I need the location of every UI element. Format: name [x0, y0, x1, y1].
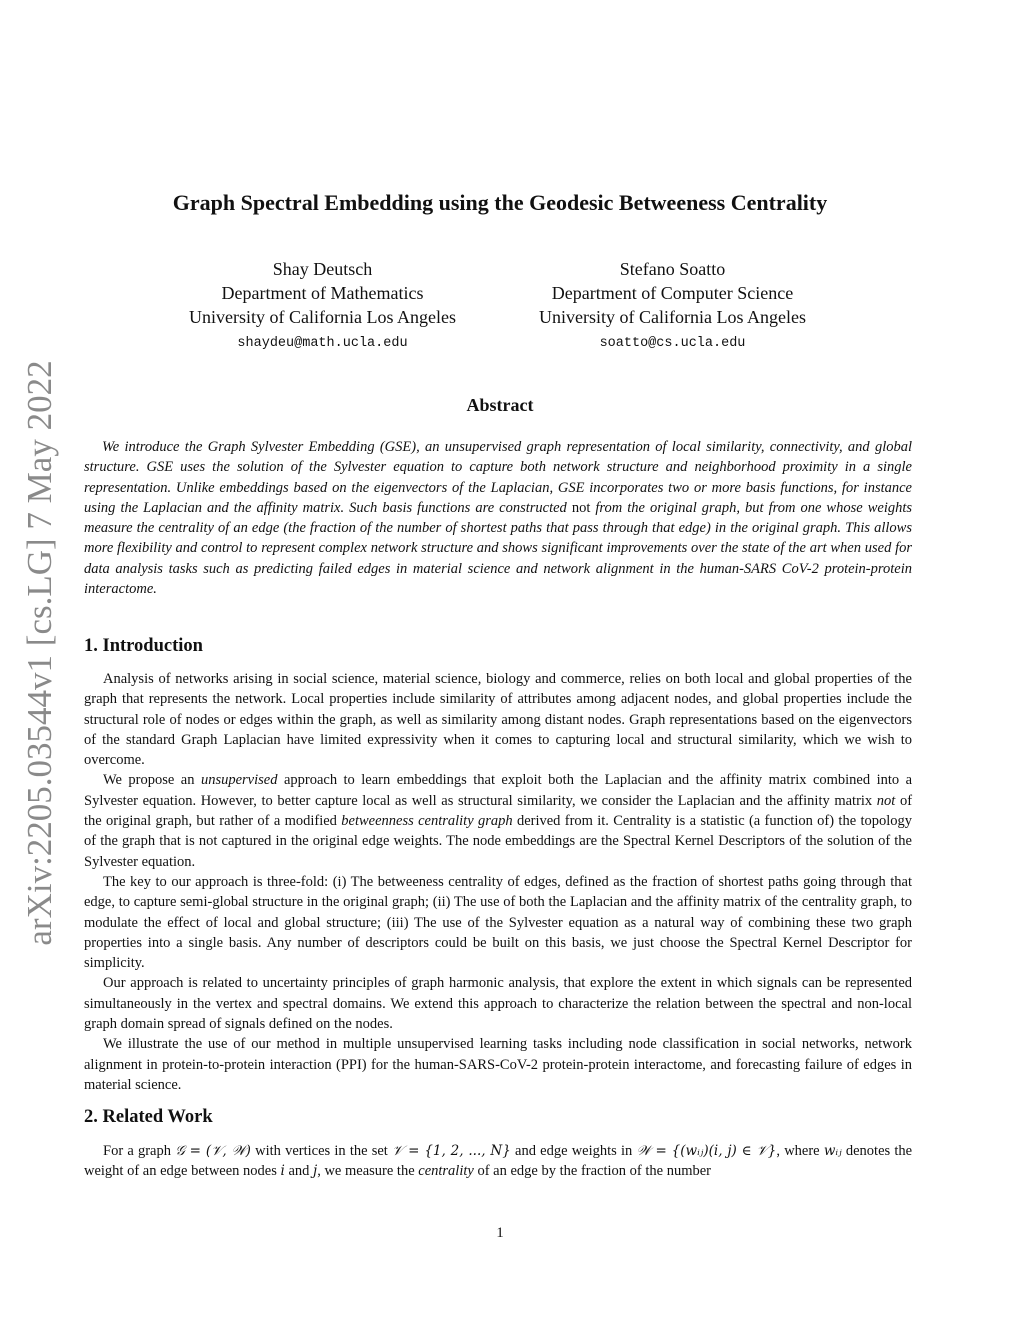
- text-run: and edge weights in: [515, 1143, 633, 1159]
- text-run: , where: [776, 1143, 820, 1159]
- text-run: For a graph: [103, 1143, 171, 1159]
- author-name: Shay Deutsch: [272, 259, 373, 279]
- abstract-emphasis: not: [571, 499, 591, 516]
- emphasis: not: [876, 792, 896, 809]
- text-run: derived from it. Centrality is a statistic (a function of) the topology of the graph that is not captured in the original edge weights. The node embeddings are the Spectral Kernel Descriptors of the solution of the Sylvester equation.: [84, 813, 913, 870]
- text-run: , we measure the: [317, 1163, 415, 1180]
- paragraph: We illustrate the use of our method in multiple unsupervised learning tasks including node classification in social networks, network alignment in protein-to-protein interaction (PPI) for the human-SARS-CoV-2 protein-protein interactome, and forecasting failure of edges in material science.: [84, 1036, 912, 1093]
- abstract-part: We introduce the Graph Sylvester Embedding (GSE), an unsupervised graph representation of local similarity, connectivity, and global structure. GSE uses the solution of the Sylvester equation to capture both network structure and neighborhood proximity in a single representation. Unlike embeddings based on the eigenvectors of the Laplacian, GSE incorporates two or more basis functions, for instance using the Laplacian and the affinity matrix. Such basis functions are constructed: [84, 439, 912, 516]
- math-weight: wᵢⱼ: [823, 1143, 842, 1159]
- section-heading-related-work: 2. Related Work: [84, 1107, 213, 1127]
- page-number: 1: [496, 1225, 504, 1241]
- author-department: Department of Mathematics: [221, 283, 424, 303]
- math-vertex-set: 𝒱 = {1, 2, ..., N}: [392, 1143, 511, 1159]
- paragraph: The key to our approach is three-fold: (i) The betweeness centrality of edges, defined as the fraction of shortest paths going through that edge, to capture semi-global structure in the original graph; (ii) The use of both the Laplacian and the affinity matrix of the centrality graph, to modulate the effect of local and global structure; (iii) The use of the Sylvester equation as a natural way of combining these two graph properties into a single basis. Any number of descriptors could be built on this basis, we just choose the Spectral Kernel Descriptor for simplicity.: [84, 873, 912, 972]
- introduction-body: [84, 669, 912, 1095]
- text-run: of the original graph, but rather of a modified: [84, 792, 913, 830]
- math-graph: 𝒢 = (𝒱, 𝒲): [175, 1143, 251, 1159]
- text-run: denotes the weight of an edge between nodes: [84, 1143, 913, 1180]
- emphasis: centrality: [418, 1163, 474, 1180]
- author-name: Stefano Soatto: [619, 259, 726, 279]
- author-email: soatto@cs.ucla.edu: [599, 336, 746, 351]
- abstract-heading: Abstract: [466, 395, 534, 415]
- text-run: of an edge by the fraction of the number: [477, 1163, 711, 1180]
- author-2: [520, 257, 825, 356]
- paragraph: [84, 1141, 912, 1182]
- math-node-j: j: [313, 1163, 318, 1180]
- emphasis: unsupervised: [200, 772, 278, 789]
- abstract-part: from the original graph, but from one whose weights measure the centrality of an edge (the fraction of the number of shortest paths that pass through that edge) in the original graph. This allows more flexibility and control to represent complex network structure and shows significant improvements over the state of the art when used for data analysis tasks such as predicting failed edges in material science and network alignment in the human-SARS CoV-2 protein-protein interactome.: [84, 499, 913, 598]
- author-affiliation: University of California Los Angeles: [189, 307, 456, 327]
- paper-title: Graph Spectral Embedding using the Geodesic Betweeness Centrality: [172, 190, 828, 215]
- emphasis: betweenness centrality graph: [341, 813, 513, 830]
- paragraph: Our approach is related to uncertainty principles of graph harmonic analysis, that explore the extent in which signals can be represented simultaneously in the vertex and spectral domains. We extend this approach to characterize the relation between the spectral and non-local graph domain spread of signals defined on the nodes.: [84, 975, 912, 1033]
- section-heading-introduction: 1. Introduction: [84, 636, 203, 656]
- text-run: and: [288, 1163, 310, 1180]
- related-work-body: [84, 1141, 912, 1182]
- author-affiliation: University of California Los Angeles: [539, 307, 806, 327]
- paragraph: [84, 770, 912, 871]
- text-run: approach to learn embeddings that exploit both the Laplacian and the affinity matrix combined into a Sylvester equation. However, to better capture local as well as structural similarity, we consider the Laplacian and the affinity matrix: [84, 772, 913, 809]
- arxiv-identifier: arXiv:2205.03544v1 [cs.LG] 7 May 2022: [20, 360, 59, 946]
- math-node-i: i: [280, 1163, 285, 1180]
- author-department: Department of Computer Science: [551, 283, 794, 303]
- math-weight-set: 𝒲 = {(wᵢⱼ)(i, j) ∈ 𝒱}: [636, 1143, 777, 1159]
- author-email: shaydeu@math.ucla.edu: [237, 336, 408, 351]
- paragraph: Analysis of networks arising in social science, material science, biology and commerce, relies on both local and global properties of the graph that represents the network. Local properties include similarity of attributes among adjacent nodes, and global properties include the structural role of nodes or edges within the graph, as well as similarity among distant nodes. Graph representations based on the eigenvectors of the standard Graph Laplacian have limited expressivity when it comes to capturing local and structural similarity, which we wish to overcome.: [84, 671, 912, 769]
- text-run: with vertices in the set: [255, 1143, 388, 1159]
- abstract-text: [84, 437, 912, 599]
- text-run: We propose an: [103, 772, 195, 789]
- author-1: [165, 257, 480, 356]
